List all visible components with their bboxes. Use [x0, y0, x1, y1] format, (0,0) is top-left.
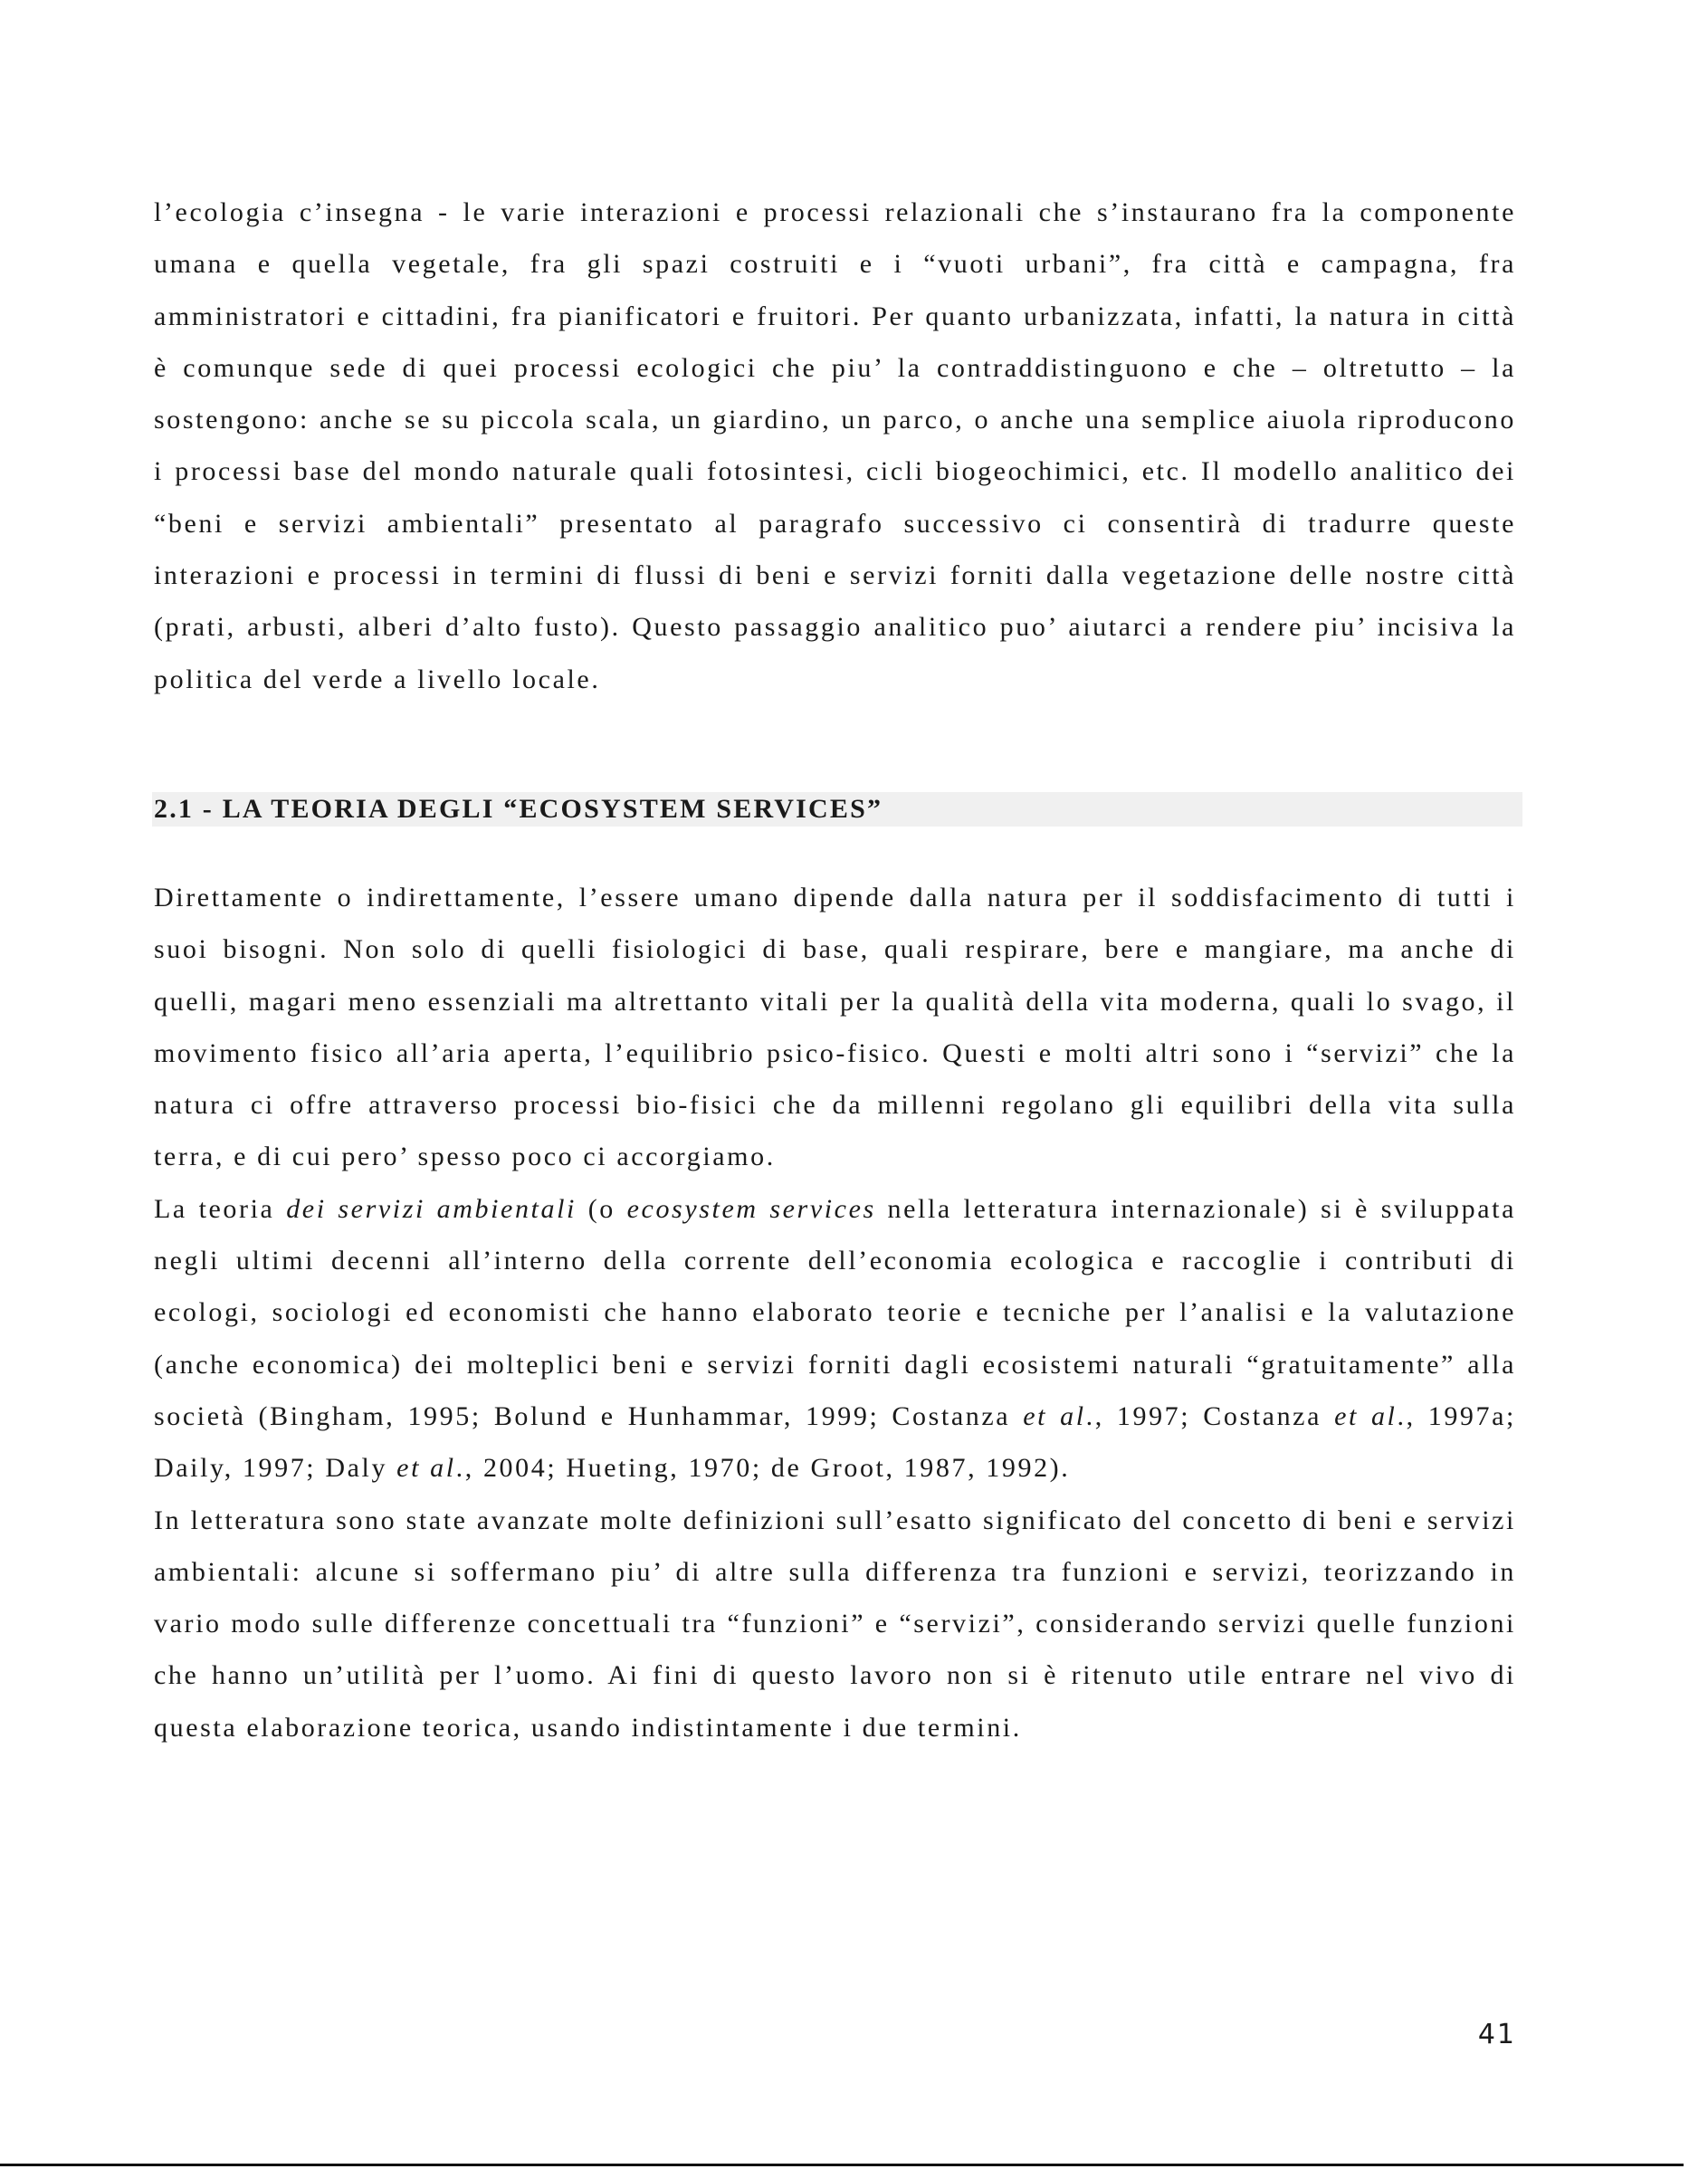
- italic-citation: et al: [396, 1453, 456, 1484]
- body-paragraph-1: Direttamente o indirettamente, l’essere umano dipende dalla natura per il soddisfacimento di tutti i suoi bisogni. Non solo di quelli fisiologici di base, quali respirare, bere e mangiare, ma anche di quelli, magari meno essenziali ma altrettanto vitali per la qualità della vita moderna, quali lo svago, il movimento fisico all’aria aperta, l’equilibrio psico-fisico. Questi e molti altri sono i “servizi” che la natura ci offre attraverso processi bio-fisici che da millenni regolano gli equilibri della vita sulla terra, e di cui pero’ spesso poco ci accorgiamo.: [154, 882, 1516, 1172]
- spacer: [154, 827, 1516, 872]
- page-number: 41: [1477, 2019, 1516, 2050]
- body-paragraph-3: In letteratura sono state avanzate molte definizioni sull’esatto significato del concetto di beni e servizi ambientali: alcune si soffermano piu’ di altre sulla differenza tra funzioni e servizi, teorizzando in vario modo sulle differenze concettuali tra “funzioni” e “servizi”, considerando servizi quelle funzioni che hanno un’utilità per l’uomo. Ai fini di questo lavoro non si è ritenuto utile entrare nel vivo di questa elaborazione teorica, usando indistintamente i due termini.: [154, 1505, 1516, 1743]
- text-run: (o: [576, 1193, 627, 1224]
- intro-paragraph: l’ecologia c’insegna - le varie interazioni e processi relazionali che s’instaurano fra la componente umana e quella vegetale, fra gli spazi costruiti e i “vuoti urbani”, fra città e campagna, fra amministratori e cittadini, fra pianificatori e fruitori. Per quanto urbanizzata, infatti, la natura in città è comunque sede di quei processi ecologici che piu’ la contraddistinguono e che – oltretutto – la sostengono: anche se su piccola scala, un giardino, un parco, o anche una semplice aiuola riproducono i processi base del mondo naturale quali fotosintesi, cicli biogeochimici, etc. Il modello analitico dei “beni e servizi ambientali” presentato al paragrafo successivo ci consentirà di tradurre queste interazioni e processi in termini di flussi di beni e servizi forniti dalla vegetazione delle nostre città (prati, arbusti, alberi d’alto fusto). Questo passaggio analitico puo’ aiutarci a rendere piu’ incisiva la politica del verde a livello locale.: [154, 197, 1516, 694]
- document-page: [154, 186, 1516, 1753]
- italic-term: ecosystem services: [626, 1193, 876, 1224]
- body-paragraph-2: [154, 1183, 1516, 1495]
- text-run: ., 2004; Hueting, 1970; de Groot, 1987, 1992).: [455, 1453, 1071, 1484]
- italic-term: dei servizi ambientali: [286, 1193, 577, 1224]
- italic-citation: et al: [1334, 1400, 1398, 1431]
- section-heading: 2.1 - LA TEORIA DEGLI “ECOSYSTEM SERVICES”: [152, 792, 1522, 827]
- text-run: ., 1997; Costanza: [1085, 1400, 1335, 1431]
- text-run: ., 1997a; Daily, 1997; Daly: [154, 1400, 1516, 1484]
- page-bottom-rule: [0, 2164, 1684, 2166]
- text-run: La teoria: [154, 1193, 287, 1224]
- italic-citation: et al: [1023, 1400, 1086, 1431]
- text-run: nella letteratura internazionale) si è sviluppata negli ultimi decenni all’interno della corrente dell’economia ecologica e raccoglie i contributi di ecologi, sociologi ed economisti che hanno elaborato teorie e tecniche per l’analisi e la valutazione (anche economica) dei molteplici beni e servizi forniti dagli ecosistemi naturali “gratuitamente” alla società (Bingham, 1995; Bolund e Hunhammar, 1999; Costanza: [154, 1193, 1516, 1431]
